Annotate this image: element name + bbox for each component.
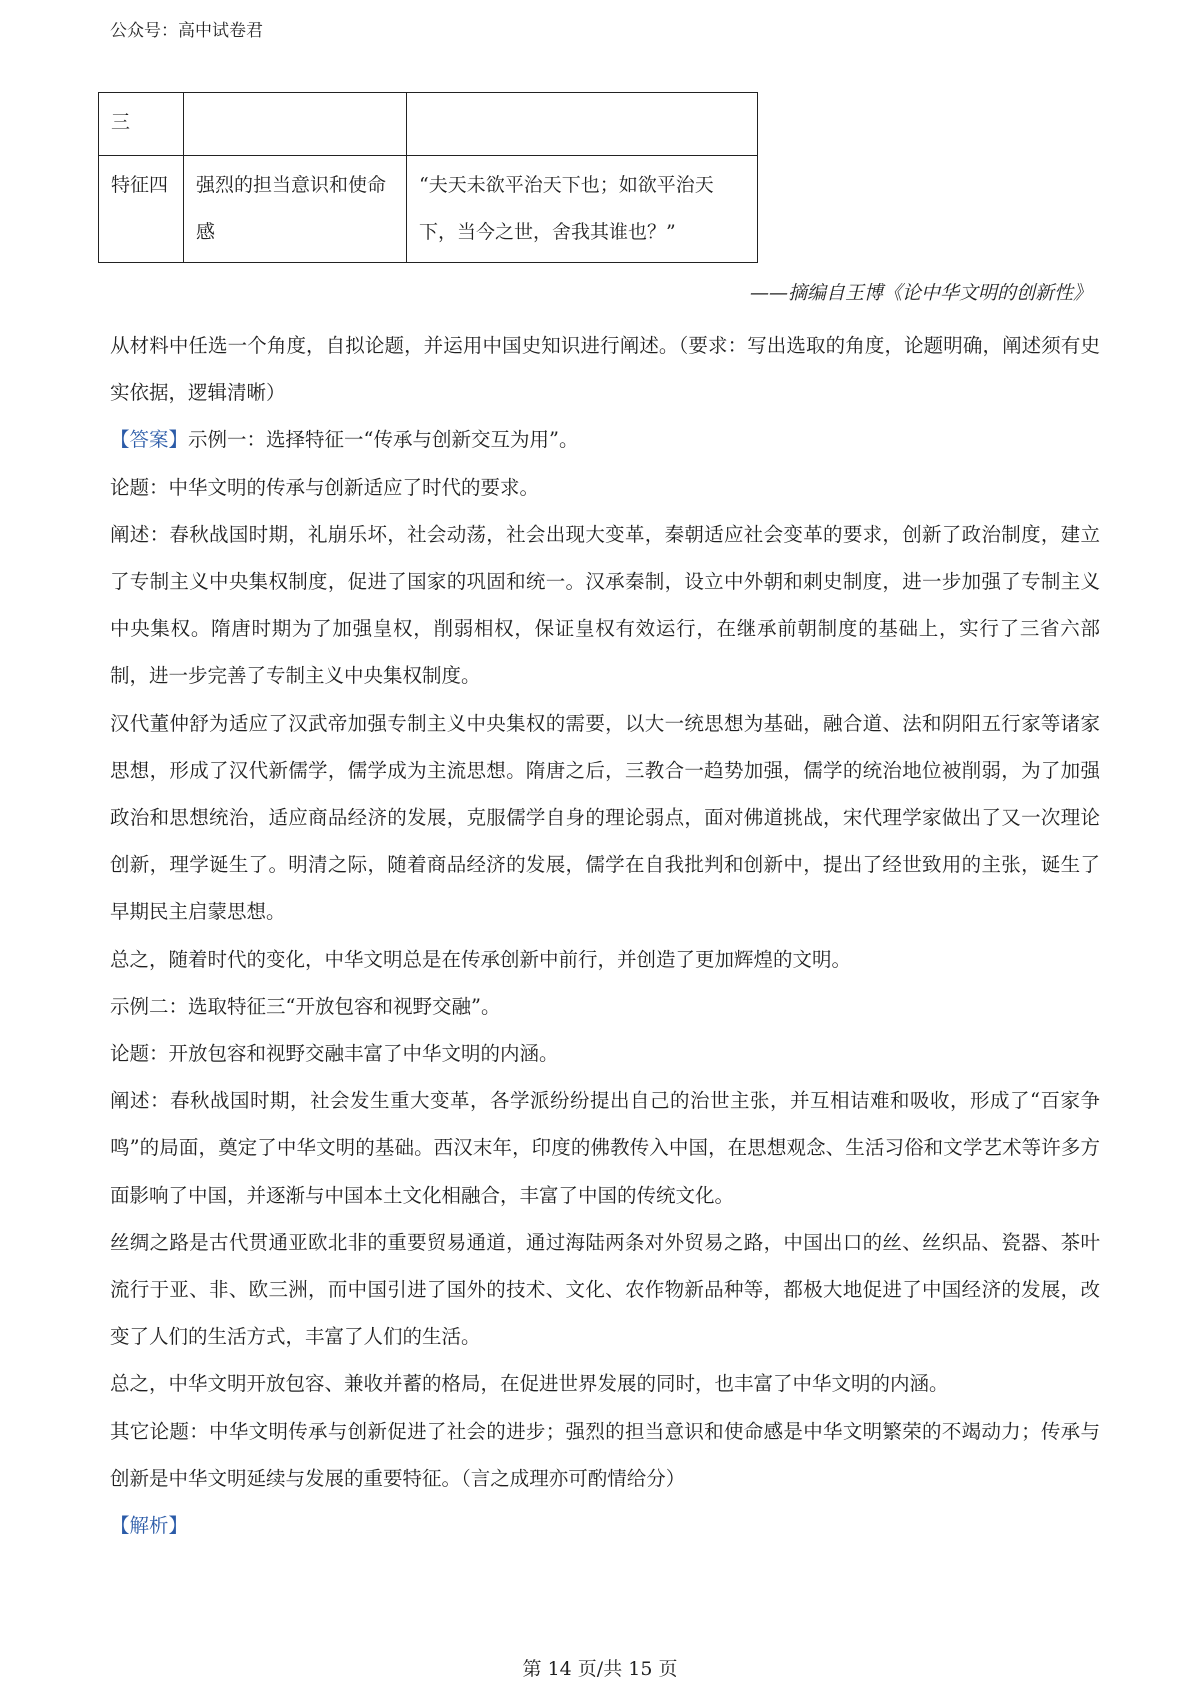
table-row xyxy=(99,93,758,156)
source-citation: ——摘编自王博《论中华文明的创新性》 xyxy=(749,282,1092,304)
answer-paragraph: 阐述：春秋战国时期，礼崩乐坏，社会动荡，社会出现大变革，秦朝适应社会变革的要求，创新了政治制度，建立了专制主义中央集权制度，促进了国家的巩固和统一。汉承秦制，设立中外朝和刺史制度，进一步加强了专制主义中央集权。隋唐时期为了加强皇权，削弱相权，保证皇权有效运行，在继承前朝制度的基础上，实行了三省六部制，进一步完善了专制主义中央集权制度。 xyxy=(110,522,1100,688)
feature-quote-cell: “夫天未欲平治天下也；如欲平治天下，当今之世，舍我其谁也？” xyxy=(407,156,758,263)
feature-description-cell: 强烈的担当意识和使命感 xyxy=(184,156,407,263)
answer-paragraph: 示例二：选取特征三“开放包容和视野交融”。 xyxy=(110,994,501,1018)
feature-label-cell: 三 xyxy=(99,93,184,156)
table-row xyxy=(99,156,758,263)
analysis-tag: 【解析】 xyxy=(110,1514,189,1538)
answer-paragraph: 其它论题：中华文明传承与创新促进了社会的进步；强烈的担当意识和使命感是中华文明繁荣的不竭动力；传承与创新是中华文明延续与发展的重要特征。（言之成理亦可酌情给分） xyxy=(110,1419,1100,1490)
feature-label-cell: 特征四 xyxy=(99,156,184,263)
answer-first-line xyxy=(110,416,1100,463)
page-number: 第 14 页/共 15 页 xyxy=(522,1658,678,1680)
analysis-line xyxy=(110,1502,1100,1549)
header-source-label: 公众号：高中试卷君 xyxy=(110,21,263,41)
answer-example-one: 示例一：选择特征一“传承与创新交互为用”。 xyxy=(188,428,579,452)
answer-paragraph: 总之，随着时代的变化，中华文明总是在传承创新中前行，并创造了更加辉煌的文明。 xyxy=(110,947,852,971)
answer-paragraph: 论题：开放包容和视野交融丰富了中华文明的内涵。 xyxy=(110,1042,559,1066)
answer-paragraph: 论题：中华文明的传承与创新适应了时代的要求。 xyxy=(110,475,540,499)
answer-paragraph: 丝绸之路是古代贯通亚欧北非的重要贸易通道，通过海陆两条对外贸易之路，中国出口的丝、丝织品、瓷器、茶叶流行于亚、非、欧三洲，而中国引进了国外的技术、文化、农作物新品种等，都极大地促进了中国经济的发展，改变了人们的生活方式，丰富了人们的生活。 xyxy=(110,1230,1100,1349)
answer-paragraph: 汉代董仲舒为适应了汉武帝加强专制主义中央集权的需要，以大一统思想为基础，融合道、法和阴阳五行家等诸家思想，形成了汉代新儒学，儒学成为主流思想。隋唐之后，三教合一趋势加强，儒学的统治地位被削弱，为了加强政治和思想统治，适应商品经济的发展，克服儒学自身的理论弱点，面对佛道挑战，宋代理学家做出了又一次理论创新，理学诞生了。明清之际，随着商品经济的发展，儒学在自我批判和创新中，提出了经世致用的主张，诞生了早期民主启蒙思想。 xyxy=(110,711,1100,924)
question-text: 从材料中任选一个角度，自拟论题，并运用中国史知识进行阐述。（要求：写出选取的角度，论题明确，阐述须有史实依据，逻辑清晰） xyxy=(110,334,1100,405)
answer-paragraph: 总之，中华文明开放包容、兼收并蓄的格局，在促进世界发展的同时，也丰富了中华文明的内涵。 xyxy=(110,1372,949,1396)
feature-table xyxy=(98,92,758,263)
feature-description-cell xyxy=(184,93,407,156)
answer-tag: 【答案】 xyxy=(110,428,189,452)
main-content xyxy=(110,322,1100,1549)
answer-paragraph: 阐述：春秋战国时期，社会发生重大变革，各学派纷纷提出自己的治世主张，并互相诘难和吸收，形成了“百家争鸣”的局面，奠定了中华文明的基础。西汉末年，印度的佛教传入中国，在思想观念、生活习俗和文学艺术等许多方面影响了中国，并逐渐与中国本土文化相融合，丰富了中国的传统文化。 xyxy=(110,1089,1100,1207)
feature-quote-cell xyxy=(407,93,758,156)
